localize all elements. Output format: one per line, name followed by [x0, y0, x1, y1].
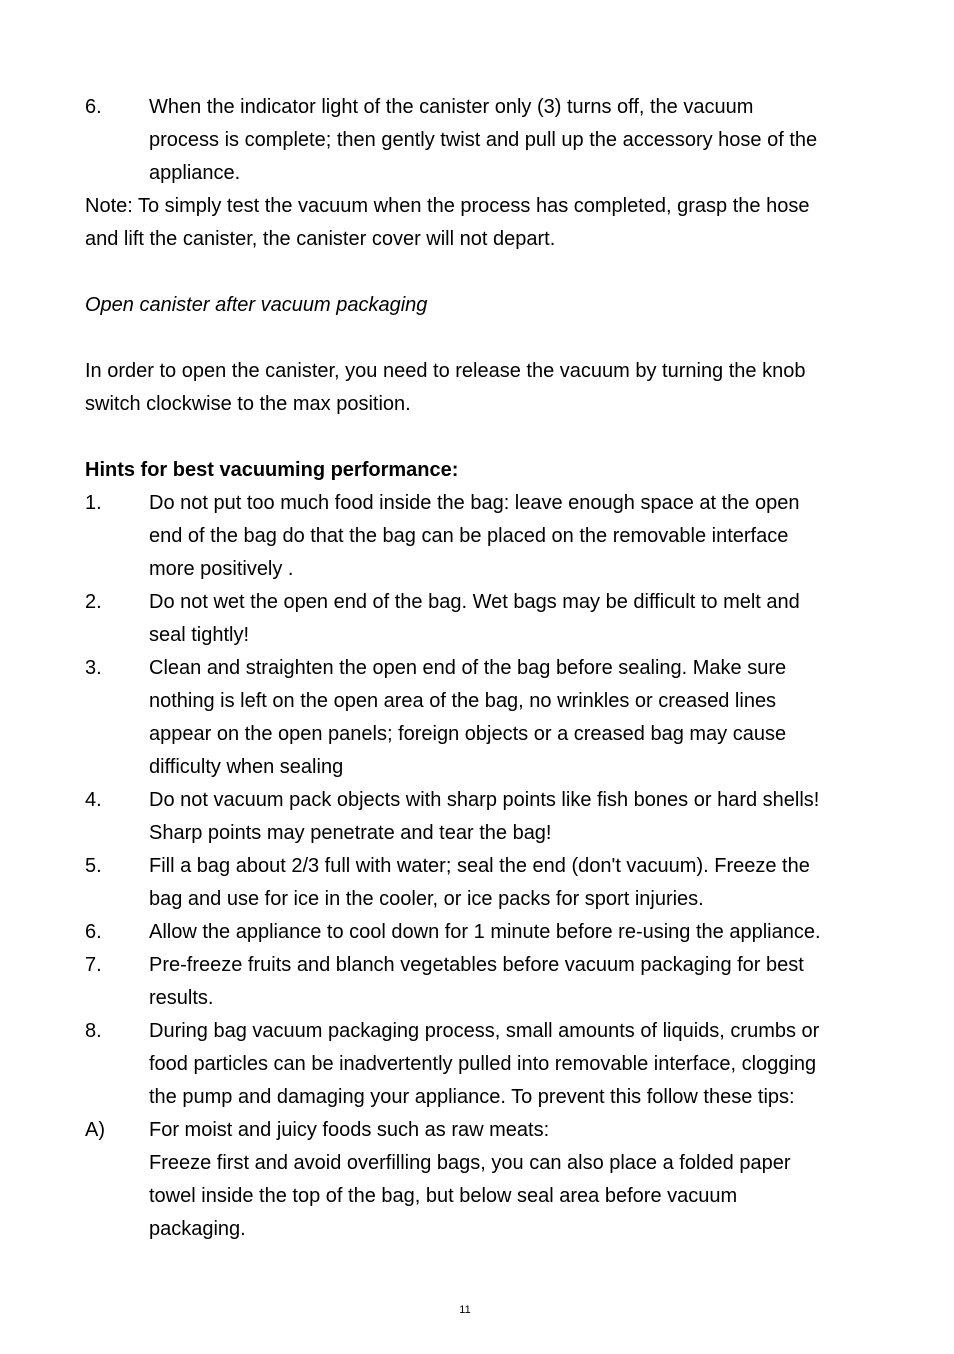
list-item-number: 3. [85, 657, 102, 679]
step-item [85, 91, 875, 190]
list-item-number: 8. [85, 1020, 102, 1042]
list-item [85, 1114, 875, 1246]
list-item-number: 5. [85, 855, 102, 877]
list-item-text: Fill a bag about 2/3 full with water; seal the end (don't vacuum). Freeze the bag and use for ice in the cooler, or ice packs for sport injuries. [149, 855, 810, 910]
step-text: When the indicator light of the canister only (3) turns off, the vacuum process is complete; then gently twist and pull up the accessory hose of the appliance. [149, 96, 818, 184]
spacer [85, 421, 875, 454]
section-heading-open-canister: Open canister after vacuum packaging [85, 294, 428, 316]
list-item-text: Clean and straighten the open end of the bag before sealing. Make sure nothing is left on the open area of the bag, no wrinkles or creased lines appear on the open panels; foreign objects or a creased bag may cause difficulty when sealing [149, 657, 787, 778]
list-item-text: Pre-freeze fruits and blanch vegetables before vacuum packaging for best results. [149, 954, 804, 1009]
list-item-text: During bag vacuum packaging process, small amounts of liquids, crumbs or food particles can be inadvertently pulled into removable interface, clogging the pump and damaging your appliance. To prevent this follow these tips: [149, 1020, 820, 1108]
list-item-number: 2. [85, 591, 102, 613]
list-item [85, 652, 875, 784]
spacer [85, 322, 875, 355]
list-item-number: 1. [85, 492, 102, 514]
list-item-number: 7. [85, 954, 102, 976]
list-item [85, 784, 875, 850]
list-item-text: Do not put too much food inside the bag: leave enough space at the open end of the bag do that the bag can be placed on the removable interface more positively . [149, 492, 800, 580]
spacer [85, 256, 875, 289]
document-page [85, 91, 875, 1246]
list-item [85, 586, 875, 652]
list-item [85, 916, 875, 949]
note-paragraph: Note: To simply test the vacuum when the process has completed, grasp the hose and lift the canister, the canister cover will not depart. [85, 195, 810, 250]
open-canister-paragraph: In order to open the canister, you need to release the vacuum by turning the knob switch clockwise to the max position. [85, 360, 806, 415]
step-number: 6. [85, 96, 102, 118]
list-item [85, 1015, 875, 1114]
page-number: 11 [459, 1304, 471, 1316]
list-item-text: Allow the appliance to cool down for 1 minute before re-using the appliance. [149, 921, 821, 943]
list-item [85, 949, 875, 1015]
hints-list [85, 487, 875, 1246]
list-item-text: Do not vacuum pack objects with sharp points like fish bones or hard shells! Sharp points may penetrate and tear the bag! [149, 789, 820, 844]
list-item-number: A) [85, 1119, 105, 1141]
section-heading-hints: Hints for best vacuuming performance: [85, 459, 459, 481]
list-item [85, 850, 875, 916]
list-item-text: Do not wet the open end of the bag. Wet bags may be difficult to melt and seal tightly! [149, 591, 800, 646]
list-item-text: For moist and juicy foods such as raw meats: Freeze first and avoid overfilling bags, you can also place a folded paper towel inside the top of the bag, but below seal area before vacuum packaging. [149, 1119, 791, 1240]
list-item [85, 487, 875, 586]
list-item-number: 4. [85, 789, 102, 811]
list-item-number: 6. [85, 921, 102, 943]
